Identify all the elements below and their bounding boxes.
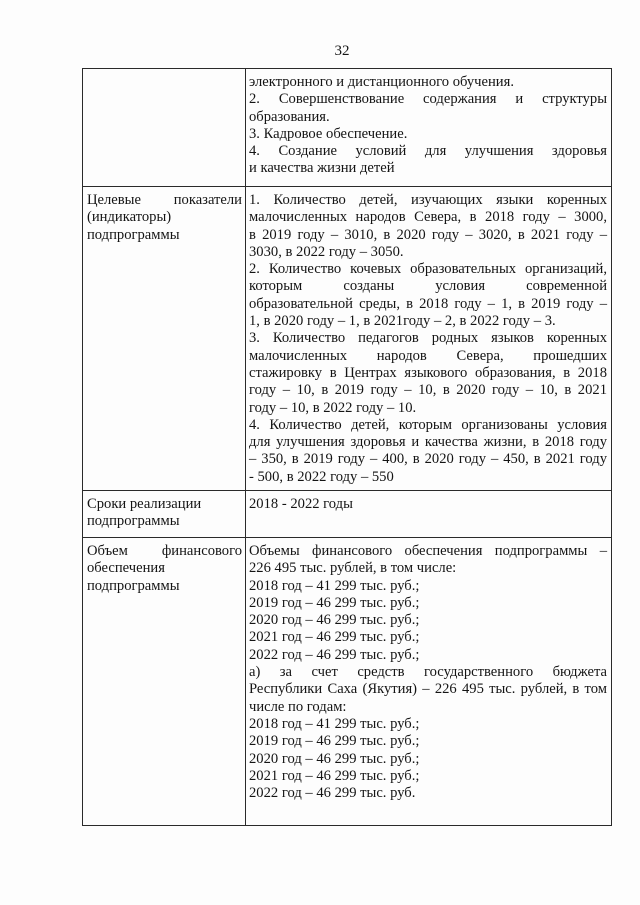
text-line: 1. Количество детей, изучающих языки коренных — [249, 192, 607, 208]
paragraph — [87, 543, 242, 595]
text-line: Объем финансового — [87, 543, 242, 559]
text-line: 4. Количество детей, которым организованы условия — [249, 416, 607, 433]
text-line: 3. Количество педагогов родных языков коренных — [249, 330, 607, 347]
text-line: Объемы финансового обеспечения подпрограммы – — [249, 543, 607, 559]
text-line: 3030, в 2022 году – 3050. — [249, 243, 404, 260]
text-line: Целевые показатели — [87, 192, 242, 208]
text-line: (индикаторы) — [87, 209, 172, 226]
text-line: подпрограммы — [87, 226, 180, 243]
paragraph — [249, 330, 607, 416]
text-line: для улучшения здоровья и качества жизни, в 2018 году — [249, 434, 607, 451]
text-line: 2020 год – 46 299 тыс. руб.; — [249, 750, 420, 767]
text-line: 2018 - 2022 годы — [249, 496, 353, 512]
text-line: – 350, в 2019 году – 400, в 2020 году – 450, в 2021 году — [249, 451, 607, 468]
paragraph — [249, 647, 607, 664]
text-line: образовательной среды, в 2018 году – 1, в 2019 году – — [249, 295, 607, 312]
page-number: 32 — [334, 43, 350, 59]
paragraph — [249, 578, 607, 595]
text-line: 2018 год – 41 299 тыс. руб.; — [249, 715, 420, 732]
paragraph — [249, 664, 607, 716]
paragraph — [249, 496, 607, 513]
paragraph — [249, 91, 607, 126]
paragraph — [249, 751, 607, 768]
text-line: в 2019 году – 3010, в 2020 году – 3020, в 2021 году – — [249, 226, 607, 243]
text-line: 4. Создание условий для улучшения здоровья — [249, 143, 607, 160]
text-line: подпрограммы — [87, 577, 180, 594]
text-line: 2022 год – 46 299 тыс. руб.; — [249, 646, 420, 663]
paragraph — [249, 768, 607, 785]
text-line: 2022 год – 46 299 тыс. руб. — [249, 785, 416, 802]
text-line: образования. — [249, 108, 330, 125]
text-line: 2019 год – 46 299 тыс. руб.; — [249, 594, 420, 611]
row-label-cell — [83, 187, 246, 490]
text-line: малочисленных народов Севера, в 2018 году – 3000, — [249, 209, 607, 226]
paragraph — [249, 629, 607, 646]
text-line: а) за счет средств государственного бюджета — [249, 664, 607, 681]
row-content-cell — [246, 187, 611, 490]
paragraph — [249, 261, 607, 330]
paragraph — [249, 143, 607, 178]
paragraph — [249, 192, 607, 261]
text-line: малочисленных народов Севера, прошедших — [249, 347, 607, 364]
text-line: и качества жизни детей — [249, 160, 395, 177]
text-line: 2018 год – 41 299 тыс. руб.; — [249, 577, 420, 594]
row-content-cell — [246, 69, 611, 186]
text-line: 2. Количество кочевых образовательных организаций, — [249, 261, 607, 278]
paragraph — [249, 595, 607, 612]
text-line: Республики Саха (Якутия) – 226 495 тыс. рублей, в том — [249, 681, 607, 698]
row-label-cell — [83, 69, 246, 186]
row-content-cell — [246, 491, 611, 537]
paragraph — [249, 612, 607, 629]
table-row — [83, 187, 611, 491]
text-line: которым созданы условия современной — [249, 278, 607, 295]
text-line: Сроки реализации — [87, 496, 202, 512]
paragraph — [87, 192, 242, 244]
text-line: стажировку в Центрах языкового образования, в 2018 — [249, 364, 607, 381]
table-row — [83, 491, 611, 538]
text-line: числе по годам: — [249, 698, 347, 715]
row-content-cell — [246, 538, 611, 825]
text-line: - 500, в 2022 году – 550 — [249, 468, 394, 485]
row-label-cell — [83, 491, 246, 537]
paragraph — [87, 513, 242, 530]
paragraph — [249, 74, 607, 91]
text-line: 1, в 2020 году – 1, в 2021году – 2, в 2022 году – 3. — [249, 313, 556, 330]
table-row — [83, 69, 611, 187]
program-info-table — [82, 68, 612, 826]
paragraph — [249, 716, 607, 733]
paragraph — [249, 543, 607, 578]
table-row — [83, 538, 611, 826]
text-line: 2021 год – 46 299 тыс. руб.; — [249, 629, 420, 646]
text-line: электронного и дистанционного обучения. — [249, 74, 514, 90]
paragraph — [249, 417, 607, 486]
paragraph — [249, 785, 607, 802]
text-line: 2019 год – 46 299 тыс. руб.; — [249, 733, 420, 750]
text-line: году – 10, в 2019 году – 10, в 2020 году – 10, в 2021 — [249, 382, 607, 399]
paragraph — [249, 733, 607, 750]
text-line: 226 495 тыс. рублей, в том числе: — [249, 560, 457, 577]
paragraph — [249, 126, 607, 143]
paragraph — [87, 496, 242, 513]
text-line: 2. Совершенствование содержания и структуры — [249, 91, 607, 108]
text-line: 2021 год – 46 299 тыс. руб.; — [249, 767, 420, 784]
text-line: году – 10, в 2022 году – 10. — [249, 399, 417, 416]
row-label-cell — [83, 538, 246, 825]
text-line: 2020 год – 46 299 тыс. руб.; — [249, 612, 420, 629]
text-line: 3. Кадровое обеспечение. — [249, 125, 408, 142]
text-line: подпрограммы — [87, 513, 180, 530]
text-line: обеспечения — [87, 560, 165, 577]
